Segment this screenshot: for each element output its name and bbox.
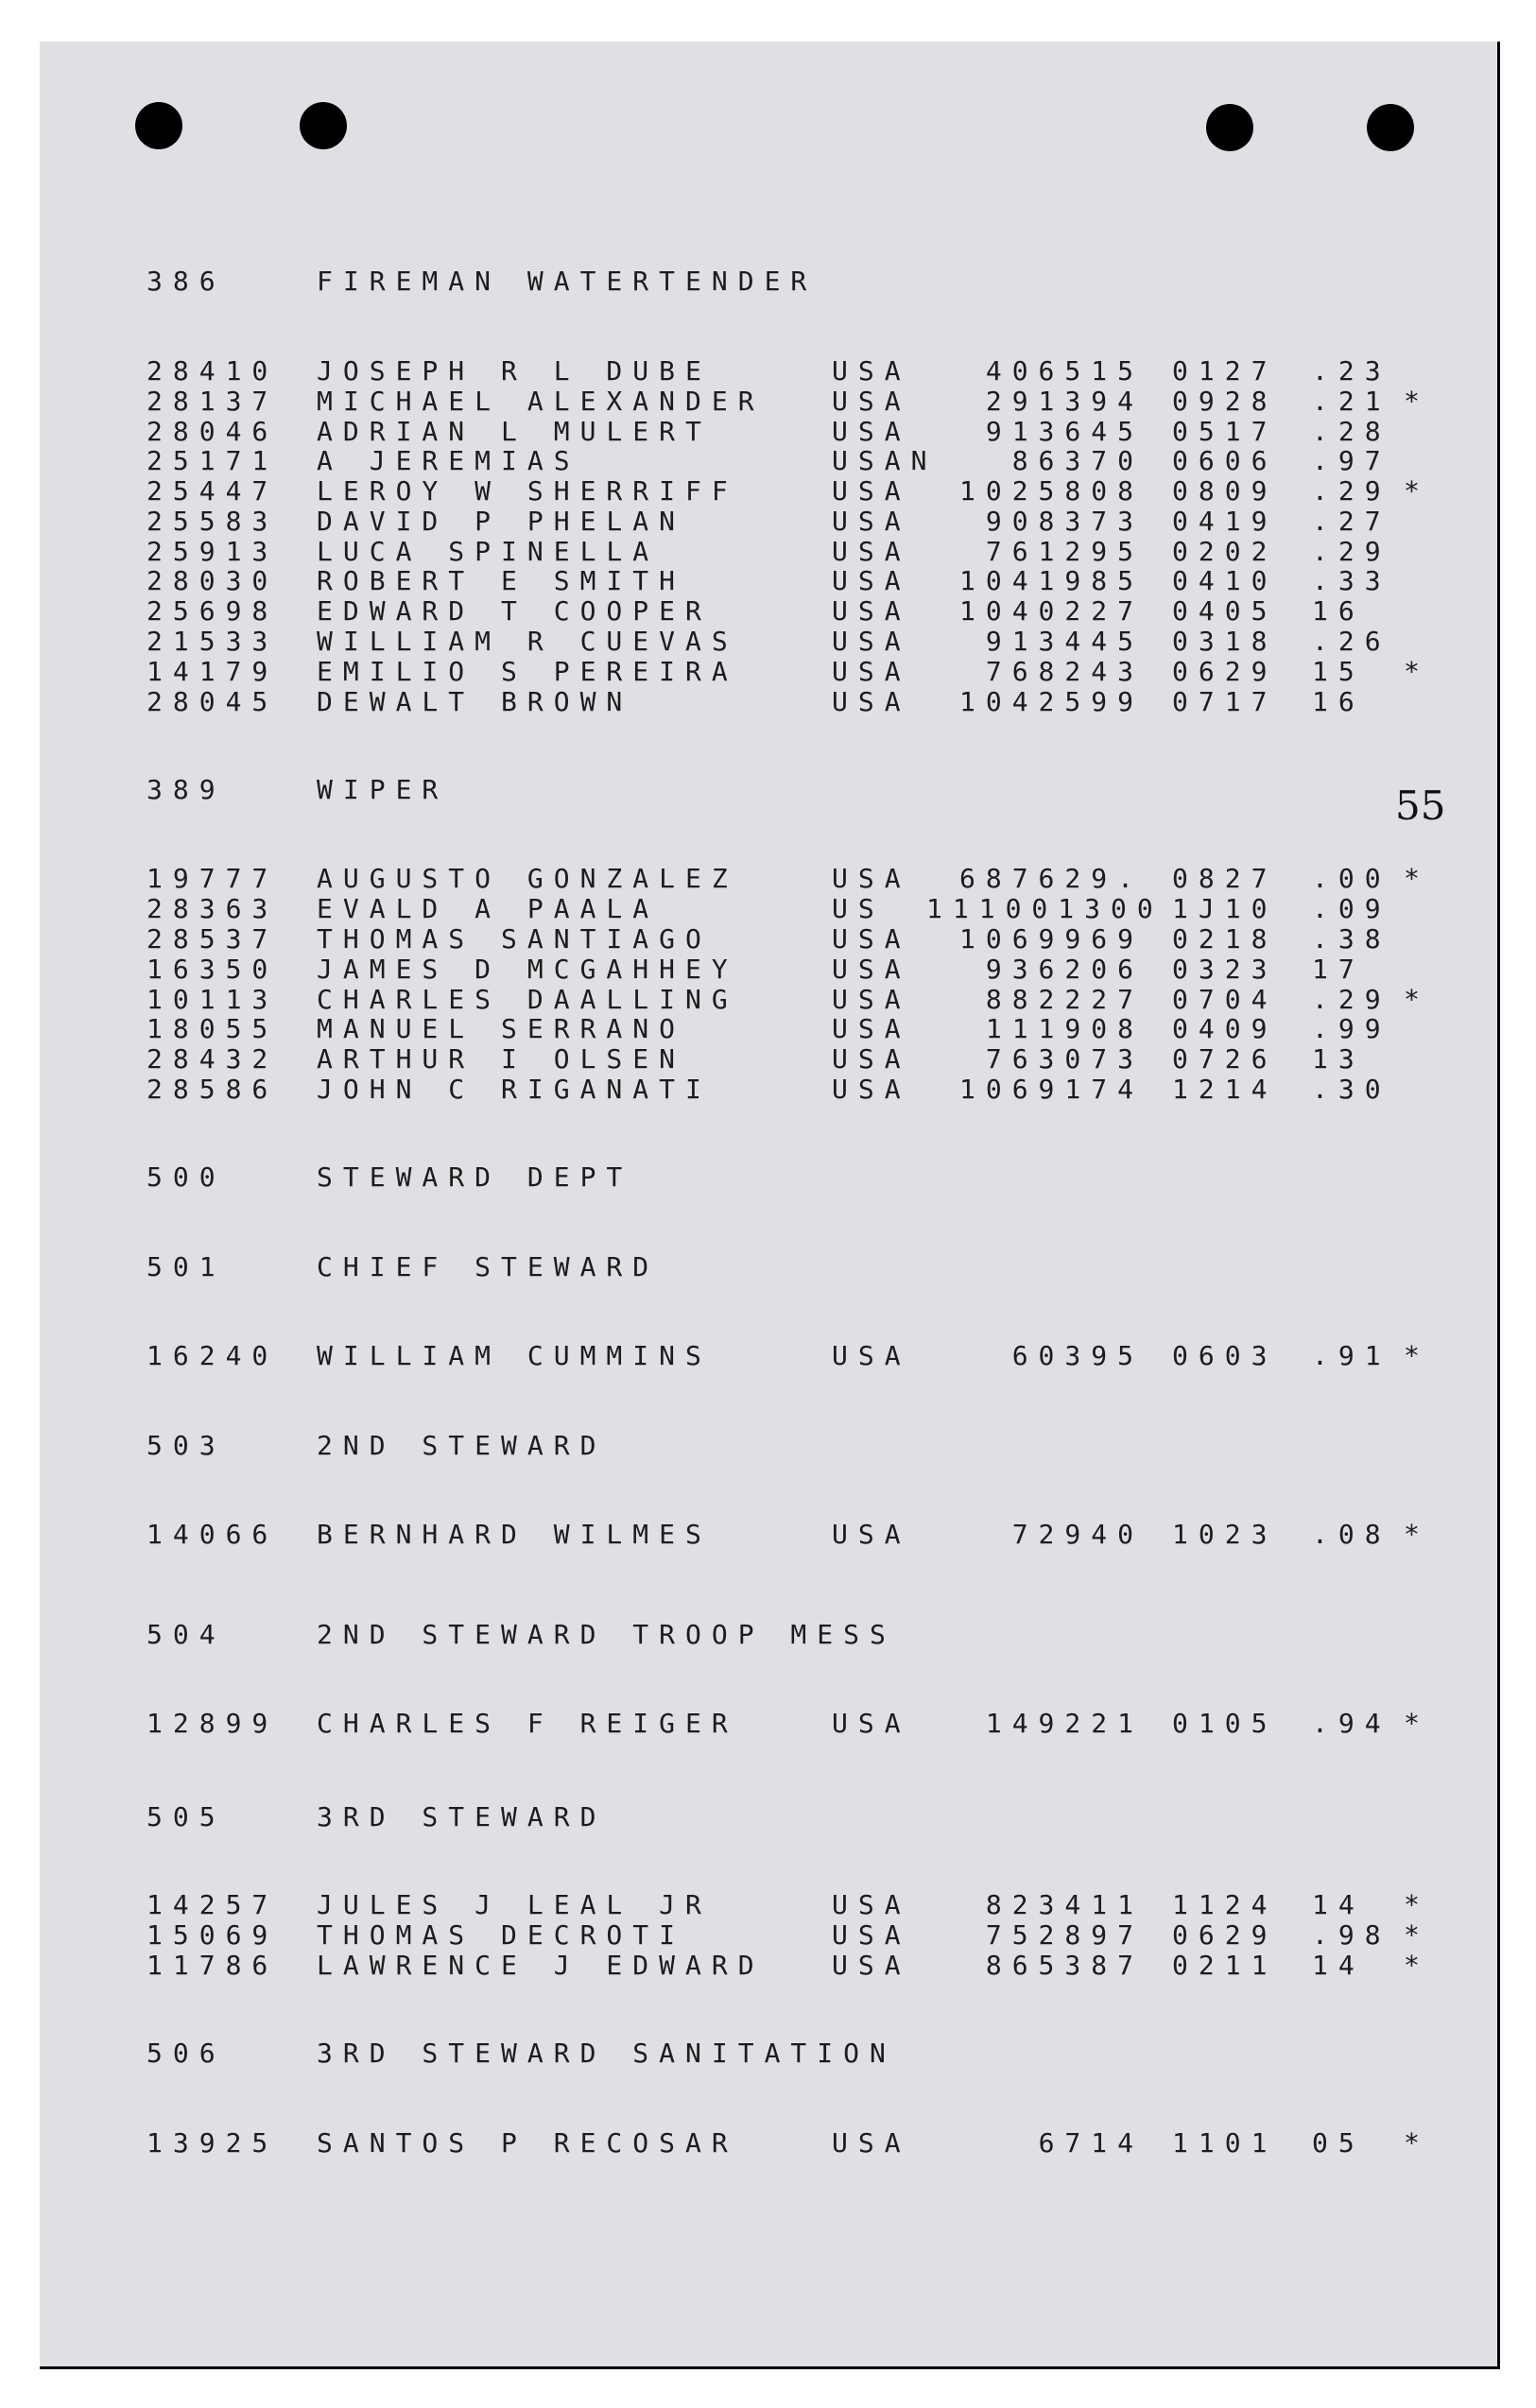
asterisk-mark: * bbox=[1404, 984, 1420, 1015]
crew-id: 16240 bbox=[147, 1340, 279, 1371]
asterisk-mark: * bbox=[1404, 475, 1420, 507]
rate-code: .00 bbox=[1312, 863, 1391, 894]
document-number: 1069174 bbox=[958, 1074, 1144, 1105]
document-number: 1069969 bbox=[958, 923, 1144, 955]
crew-id: 13925 bbox=[147, 2127, 279, 2159]
rate-code: .98 bbox=[1312, 1919, 1391, 1951]
crew-id: 25583 bbox=[147, 506, 279, 537]
date-code: 0517 bbox=[1172, 416, 1278, 447]
nationality: USA bbox=[832, 386, 911, 417]
nationality: USA bbox=[832, 565, 911, 596]
date-code: 1124 bbox=[1172, 1889, 1278, 1920]
crew-name: JAMES D MCGAHHEY bbox=[317, 954, 738, 985]
date-code: 0606 bbox=[1172, 445, 1278, 476]
nationality: USA bbox=[832, 355, 911, 387]
section-code: 386 bbox=[147, 266, 226, 297]
nationality: USA bbox=[832, 2127, 911, 2159]
date-code: 0704 bbox=[1172, 984, 1278, 1015]
section-title: CHIEF STEWARD bbox=[317, 1251, 660, 1282]
rate-code: .08 bbox=[1312, 1519, 1391, 1550]
rate-code: .29 bbox=[1312, 984, 1391, 1015]
crew-name: A JEREMIAS bbox=[317, 445, 580, 476]
document-number: 406515 bbox=[985, 355, 1144, 387]
crew-name: JULES J LEAL JR bbox=[317, 1889, 712, 1920]
asterisk-mark: * bbox=[1404, 2127, 1420, 2159]
nationality: USA bbox=[832, 506, 911, 537]
crew-id: 25171 bbox=[147, 445, 279, 476]
date-code: 0827 bbox=[1172, 863, 1278, 894]
crew-id: 11786 bbox=[147, 1950, 279, 1981]
nationality: USA bbox=[832, 1043, 911, 1075]
nationality: USA bbox=[832, 1013, 911, 1044]
document-number: 1041985 bbox=[958, 565, 1144, 596]
nationality: USA bbox=[832, 984, 911, 1015]
rate-code: .27 bbox=[1312, 506, 1391, 537]
nationality: USA bbox=[832, 416, 911, 447]
crew-id: 25698 bbox=[147, 595, 279, 627]
nationality: USA bbox=[832, 1074, 911, 1105]
section-title: 3RD STEWARD SANITATION bbox=[317, 2038, 896, 2069]
document-number: 291394 bbox=[985, 386, 1144, 417]
rate-code: 16 bbox=[1312, 595, 1365, 627]
nationality: USA bbox=[832, 1889, 911, 1920]
crew-id: 16350 bbox=[147, 954, 279, 985]
crew-id: 10113 bbox=[147, 984, 279, 1015]
section-title: 2ND STEWARD TROOP MESS bbox=[317, 1619, 896, 1650]
document-number: 913645 bbox=[985, 416, 1144, 447]
document-number: 761295 bbox=[985, 536, 1144, 567]
document-number: 6714 bbox=[1038, 2127, 1144, 2159]
date-code: 1023 bbox=[1172, 1519, 1278, 1550]
date-code: 0717 bbox=[1172, 686, 1278, 717]
rate-code: 15 bbox=[1312, 656, 1365, 687]
crew-name: EMILIO S PEREIRA bbox=[317, 656, 738, 687]
crew-name: ROBERT E SMITH bbox=[317, 565, 686, 596]
section-title: 2ND STEWARD bbox=[317, 1430, 607, 1461]
date-code: 0726 bbox=[1172, 1043, 1278, 1075]
date-code: 0127 bbox=[1172, 355, 1278, 387]
crew-name: CHARLES DAALLING bbox=[317, 984, 738, 1015]
crew-name: LEROY W SHERRIFF bbox=[317, 475, 738, 507]
document-number: 1040227 bbox=[958, 595, 1144, 627]
crew-name: DAVID P PHELAN bbox=[317, 506, 686, 537]
rate-code: 05 bbox=[1312, 2127, 1365, 2159]
nationality: USA bbox=[832, 686, 911, 717]
crew-name: BERNHARD WILMES bbox=[317, 1519, 712, 1550]
date-code: 0603 bbox=[1172, 1340, 1278, 1371]
crew-id: 28537 bbox=[147, 923, 279, 955]
nationality: USA bbox=[832, 1708, 911, 1739]
page-number: 55 bbox=[1395, 783, 1446, 829]
crew-id: 14179 bbox=[147, 656, 279, 687]
asterisk-mark: * bbox=[1404, 1340, 1420, 1371]
section-code: 504 bbox=[147, 1619, 226, 1650]
section-title: FIREMAN WATERTENDER bbox=[317, 266, 818, 297]
crew-id: 25447 bbox=[147, 475, 279, 507]
crew-name: THOMAS DECROTI bbox=[317, 1919, 686, 1951]
asterisk-mark: * bbox=[1404, 1519, 1420, 1550]
rate-code: .33 bbox=[1312, 565, 1391, 596]
date-code: 0211 bbox=[1172, 1950, 1278, 1981]
document-number: 111908 bbox=[985, 1013, 1144, 1044]
date-code: 0202 bbox=[1172, 536, 1278, 567]
rate-code: .30 bbox=[1312, 1074, 1391, 1105]
crew-id: 15069 bbox=[147, 1919, 279, 1951]
section-code: 501 bbox=[147, 1251, 226, 1282]
document-number: 752897 bbox=[985, 1919, 1144, 1951]
nationality: USA bbox=[832, 475, 911, 507]
rate-code: .97 bbox=[1312, 445, 1391, 476]
document-number: 908373 bbox=[985, 506, 1144, 537]
crew-name: MICHAEL ALEXANDER bbox=[317, 386, 765, 417]
date-code: 0405 bbox=[1172, 595, 1278, 627]
rate-code: .91 bbox=[1312, 1340, 1391, 1371]
crew-id: 28046 bbox=[147, 416, 279, 447]
nationality: USA bbox=[832, 923, 911, 955]
crew-name: MANUEL SERRANO bbox=[317, 1013, 686, 1044]
asterisk-mark: * bbox=[1404, 1950, 1420, 1981]
date-code: 0809 bbox=[1172, 475, 1278, 507]
crew-name: SANTOS P RECOSAR bbox=[317, 2127, 738, 2159]
nationality: USA bbox=[832, 1340, 911, 1371]
document-number: 763073 bbox=[985, 1043, 1144, 1075]
date-code: 0323 bbox=[1172, 954, 1278, 985]
section-code: 505 bbox=[147, 1801, 226, 1832]
crew-name: ADRIAN L MULERT bbox=[317, 416, 712, 447]
crew-id: 28410 bbox=[147, 355, 279, 387]
date-code: 0409 bbox=[1172, 1013, 1278, 1044]
nationality: USAN bbox=[832, 445, 938, 476]
date-code: 0105 bbox=[1172, 1708, 1278, 1739]
crew-id: 28045 bbox=[147, 686, 279, 717]
asterisk-mark: * bbox=[1404, 656, 1420, 687]
document-number: 687629. bbox=[958, 863, 1144, 894]
rate-code: .29 bbox=[1312, 475, 1391, 507]
date-code: 1214 bbox=[1172, 1074, 1278, 1105]
rate-code: .28 bbox=[1312, 416, 1391, 447]
date-code: 0629 bbox=[1172, 656, 1278, 687]
section-title: STEWARD DEPT bbox=[317, 1161, 633, 1193]
nationality: USA bbox=[832, 656, 911, 687]
document-number: 1025808 bbox=[958, 475, 1144, 507]
document-number: 768243 bbox=[985, 656, 1144, 687]
document-number: 882227 bbox=[985, 984, 1144, 1015]
crew-id: 14257 bbox=[147, 1889, 279, 1920]
section-code: 506 bbox=[147, 2038, 226, 2069]
document-number: 111001300 bbox=[926, 893, 1164, 924]
rate-code: 14 bbox=[1312, 1950, 1365, 1981]
crew-name: DEWALT BROWN bbox=[317, 686, 633, 717]
rate-code: .29 bbox=[1312, 536, 1391, 567]
crew-name: THOMAS SANTIAGO bbox=[317, 923, 712, 955]
crew-name: LUCA SPINELLA bbox=[317, 536, 660, 567]
document-number: 936206 bbox=[985, 954, 1144, 985]
rate-code: .26 bbox=[1312, 626, 1391, 657]
document-number: 60395 bbox=[1011, 1340, 1144, 1371]
crew-name: WILLIAM CUMMINS bbox=[317, 1340, 712, 1371]
asterisk-mark: * bbox=[1404, 1889, 1420, 1920]
rate-code: .21 bbox=[1312, 386, 1391, 417]
crew-name: LAWRENCE J EDWARD bbox=[317, 1950, 765, 1981]
nationality: USA bbox=[832, 626, 911, 657]
crew-id: 28137 bbox=[147, 386, 279, 417]
section-code: 389 bbox=[147, 774, 226, 805]
asterisk-mark: * bbox=[1404, 386, 1420, 417]
rate-code: 13 bbox=[1312, 1043, 1365, 1075]
crew-id: 28586 bbox=[147, 1074, 279, 1105]
section-title: 3RD STEWARD bbox=[317, 1801, 607, 1832]
document-number: 1042599 bbox=[958, 686, 1144, 717]
nationality: USA bbox=[832, 1919, 911, 1951]
document-number: 913445 bbox=[985, 626, 1144, 657]
crew-name: CHARLES F REIGER bbox=[317, 1708, 738, 1739]
date-code: 0629 bbox=[1172, 1919, 1278, 1951]
rate-code: .99 bbox=[1312, 1013, 1391, 1044]
nationality: USA bbox=[832, 595, 911, 627]
crew-id: 12899 bbox=[147, 1708, 279, 1739]
nationality: USA bbox=[832, 536, 911, 567]
date-code: 1101 bbox=[1172, 2127, 1278, 2159]
rate-code: .38 bbox=[1312, 923, 1391, 955]
crew-name: AUGUSTO GONZALEZ bbox=[317, 863, 738, 894]
crew-id: 28432 bbox=[147, 1043, 279, 1075]
date-code: 0218 bbox=[1172, 923, 1278, 955]
document-number: 72940 bbox=[1011, 1519, 1144, 1550]
crew-name: EDWARD T COOPER bbox=[317, 595, 712, 627]
document-number: 86370 bbox=[1011, 445, 1144, 476]
crew-name: WILLIAM R CUEVAS bbox=[317, 626, 738, 657]
section-code: 500 bbox=[147, 1161, 226, 1193]
rate-code: 16 bbox=[1312, 686, 1365, 717]
rate-code: .23 bbox=[1312, 355, 1391, 387]
crew-id: 28363 bbox=[147, 893, 279, 924]
rate-code: 17 bbox=[1312, 954, 1365, 985]
date-code: 1J10 bbox=[1172, 893, 1278, 924]
document-number: 865387 bbox=[985, 1950, 1144, 1981]
asterisk-mark: * bbox=[1404, 1708, 1420, 1739]
asterisk-mark: * bbox=[1404, 863, 1420, 894]
date-code: 0928 bbox=[1172, 386, 1278, 417]
crew-name: ARTHUR I OLSEN bbox=[317, 1043, 686, 1075]
crew-name: JOSEPH R L DUBE bbox=[317, 355, 712, 387]
nationality: USA bbox=[832, 863, 911, 894]
nationality: US bbox=[832, 893, 885, 924]
asterisk-mark: * bbox=[1404, 1919, 1420, 1951]
crew-id: 18055 bbox=[147, 1013, 279, 1044]
date-code: 0410 bbox=[1172, 565, 1278, 596]
rate-code: 14 bbox=[1312, 1889, 1365, 1920]
section-title: WIPER bbox=[317, 774, 449, 805]
date-code: 0318 bbox=[1172, 626, 1278, 657]
rate-code: .09 bbox=[1312, 893, 1391, 924]
nationality: USA bbox=[832, 1950, 911, 1981]
nationality: USA bbox=[832, 1519, 911, 1550]
date-code: 0419 bbox=[1172, 506, 1278, 537]
crew-id: 14066 bbox=[147, 1519, 279, 1550]
rate-code: .94 bbox=[1312, 1708, 1391, 1739]
crew-name: JOHN C RIGANATI bbox=[317, 1074, 712, 1105]
nationality: USA bbox=[832, 954, 911, 985]
crew-id: 21533 bbox=[147, 626, 279, 657]
section-code: 503 bbox=[147, 1430, 226, 1461]
crew-id: 19777 bbox=[147, 863, 279, 894]
document-number: 823411 bbox=[985, 1889, 1144, 1920]
crew-id: 25913 bbox=[147, 536, 279, 567]
crew-name: EVALD A PAALA bbox=[317, 893, 660, 924]
crew-id: 28030 bbox=[147, 565, 279, 596]
document-number: 149221 bbox=[985, 1708, 1144, 1739]
